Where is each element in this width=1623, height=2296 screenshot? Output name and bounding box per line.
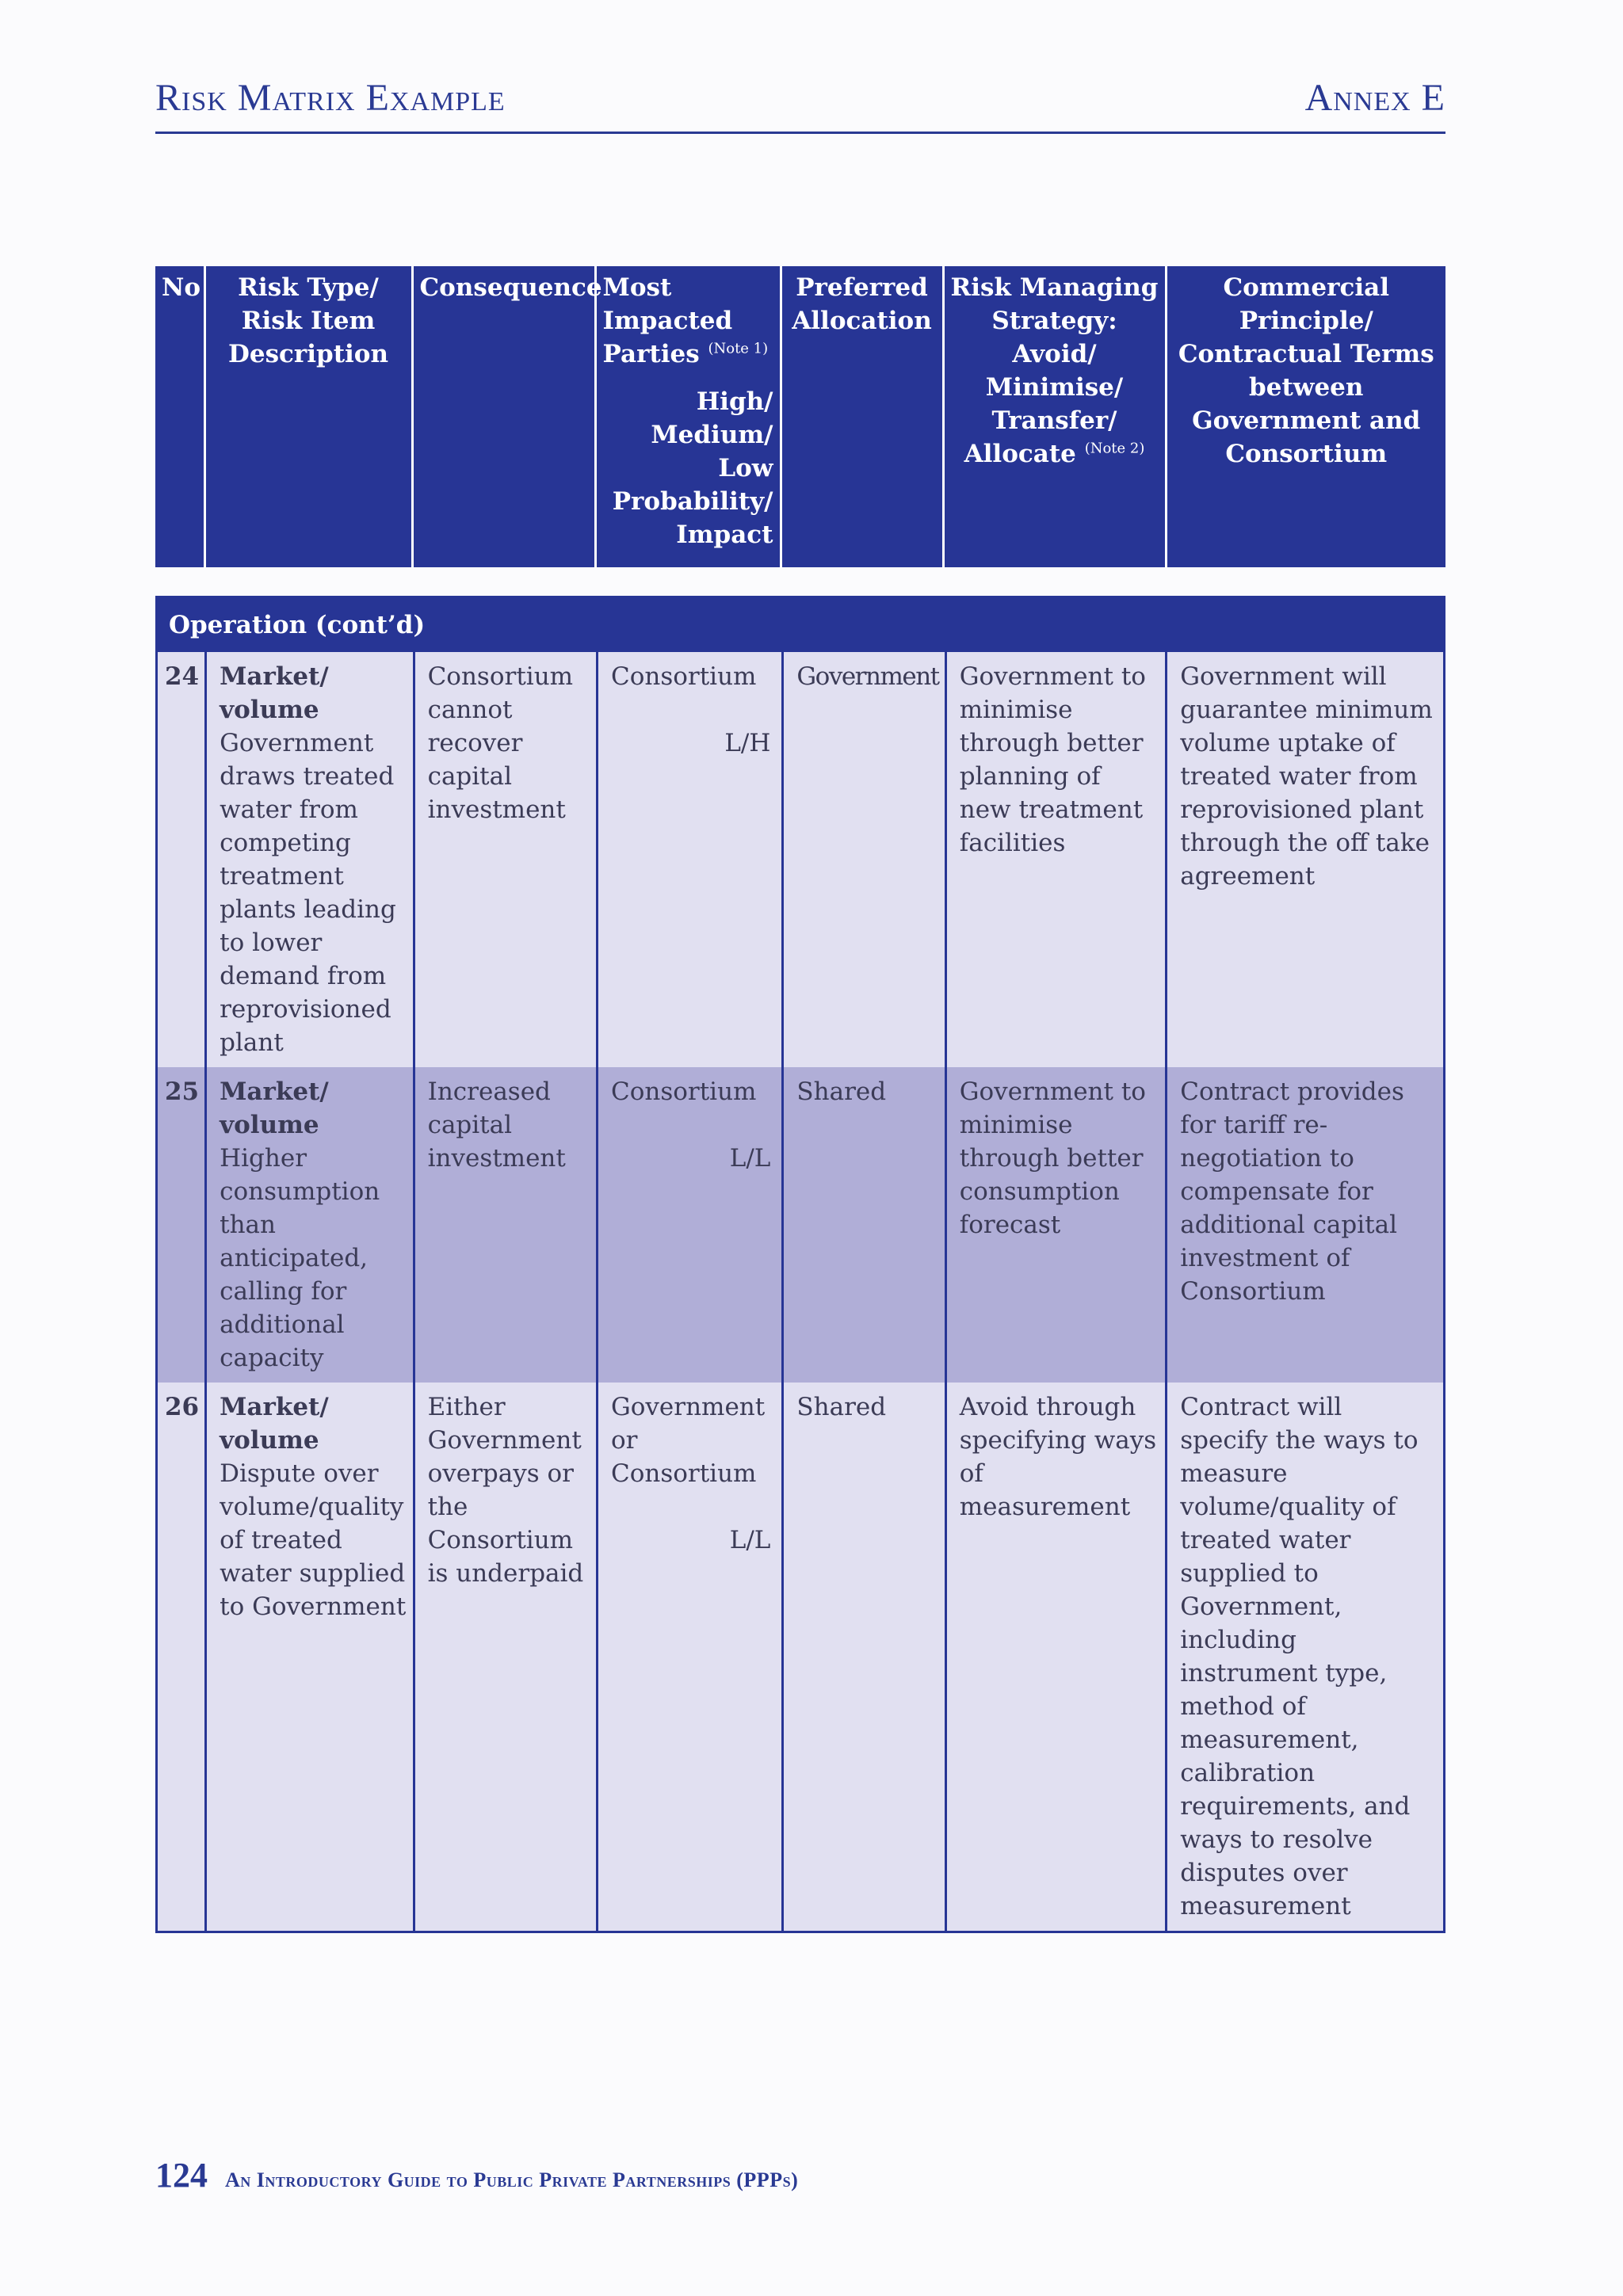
most-impacted <box>597 1067 782 1383</box>
commercial-terms: Contract provides for tariff re-negotiation to compensate for additional capital investment of Consortium <box>1167 1067 1445 1383</box>
risk-matrix-table <box>155 596 1445 1933</box>
commercial-terms: Government will guarantee minimum volume uptake of treated water from reprovisioned plant through the off take agreement <box>1167 652 1445 1067</box>
risk-title: Market/ volume <box>220 1393 329 1455</box>
preferred-allocation: Shared <box>783 1383 945 1932</box>
risk-strategy: Government to minimise through better consumption forecast <box>945 1067 1166 1383</box>
section-row <box>157 597 1445 653</box>
consequence: Either Government overpays or the Consortium is underpaid <box>414 1383 597 1932</box>
page-header <box>155 76 1445 134</box>
col-header-consequence: Consequence <box>412 266 595 567</box>
col-header-commercial: Commercial Principle/ Contractual Terms between Government and Consortium <box>1166 266 1445 567</box>
risk-detail: Government draws treated water from competing treatment plants leading to lower demand from reprovisioned plant <box>220 729 396 1057</box>
page-number: 124 <box>155 2156 208 2195</box>
table-row <box>157 1383 1445 1932</box>
page-footer <box>155 2155 1445 2203</box>
row-number: 26 <box>157 1383 206 1932</box>
impacted-party: Government or Consortium <box>610 1393 766 1488</box>
row-number: 24 <box>157 652 206 1067</box>
risk-description <box>206 1383 414 1932</box>
risk-matrix-header <box>155 266 1445 567</box>
risk-title: Market/ volume <box>220 662 329 724</box>
impacted-party: Consortium <box>610 1077 757 1106</box>
section-title: Operation (cont’d) <box>157 597 1445 653</box>
row-number: 25 <box>157 1067 206 1383</box>
commercial-terms: Contract will specify the ways to measure volume/quality of treated water supplied to Government, including instrument type, method of measurement, calibration requirements, and ways to resolve disputes over measurement <box>1167 1383 1445 1932</box>
most-impacted <box>597 652 782 1067</box>
risk-description <box>206 652 414 1067</box>
risk-detail: Dispute over volume/quality of treated water supplied to Government <box>220 1459 407 1621</box>
impact-rating: L/L <box>729 1144 771 1173</box>
risk-detail: Higher consumption than anticipated, calling for additional capacity <box>220 1144 380 1372</box>
risk-strategy: Government to minimise through better planning of new treatment facilities <box>945 652 1166 1067</box>
header-title: Risk Matrix Example <box>155 77 506 119</box>
consequence: Increased capital investment <box>414 1067 597 1383</box>
note-1-ref: (Note 1) <box>708 340 769 357</box>
col-header-strategy: Risk Managing Strategy: Avoid/ Minimise/ Transfer/ Allocate $^{(Note 2)}$ <box>943 266 1166 567</box>
impact-rating: L/H <box>724 729 771 757</box>
most-impacted <box>597 1383 782 1932</box>
table-row <box>157 1067 1445 1383</box>
header-annex: Annex E <box>1304 77 1445 119</box>
col-header-preferred-allocation: Preferred Allocation <box>781 266 943 567</box>
risk-title: Market/ volume <box>220 1077 329 1139</box>
impact-rating: L/L <box>729 1526 771 1554</box>
footer-title: An Introductory Guide to Public Private Partnerships (PPPs) <box>225 2168 799 2191</box>
col-header-risk-type: Risk Type/ Risk Item Description <box>204 266 412 567</box>
risk-strategy: Avoid through specifying ways of measurement <box>945 1383 1166 1932</box>
risk-description <box>206 1067 414 1383</box>
preferred-allocation: Government <box>783 652 945 1067</box>
impacted-party: Consortium <box>610 662 757 691</box>
col-header-most-impacted: Most Impacted Parties $^{(Note 1)}$ High/ Medium/ Low Probability/ Impact <box>595 266 781 567</box>
preferred-allocation: Shared <box>783 1067 945 1383</box>
col-header-probability: High/ Medium/ Low Probability/ Impact <box>612 387 773 549</box>
consequence: Consortium cannot recover capital investment <box>414 652 597 1067</box>
col-header-no: No <box>155 266 204 567</box>
table-row <box>157 652 1445 1067</box>
note-2-ref: (Note 2) <box>1084 440 1145 457</box>
